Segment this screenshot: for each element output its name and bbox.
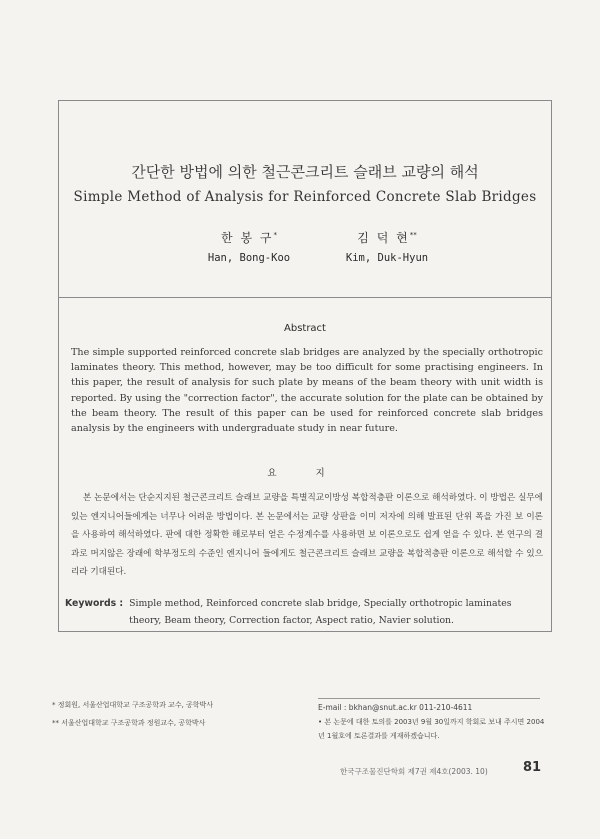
author-2	[327, 229, 447, 264]
contact-box	[318, 698, 548, 743]
keywords-text: Simple method, Reinforced concrete slab bridge, Specially orthotropic laminates theory, Beam theory, Correction factor, Aspect ratio, Navier solution.	[129, 598, 512, 626]
author-1	[189, 229, 309, 264]
title-english: Simple Method of Analysis for Reinforced Concrete Slab Bridges	[73, 189, 537, 205]
title-korean: 간단한 방법에 의한 철근콘크리트 슬래브 교량의 해석	[131, 163, 479, 181]
journal-footer: 한국구조물진단학회 제7권 제4호(2003. 10)	[340, 767, 488, 776]
summary-text: 본 논문에서는 단순지지된 철근콘크리트 슬래브 교량을 특별직교이방성 복합적층판 이론으로 해석하였다. 이 방법은 실무에 있는 엔지니어들에게는 너무나 어려운 방법이다. 본 논문에서는 교량 상판을 이미 저자에 의해 발표된 단위 폭을 가진 보 이론을 사용하여 해석하였다. 판에 대한 정확한 해로부터 얻은 수정계수를 사용하면 보 이론으로도 쉽게 얻을 수 있다. 본 연구의 결과로 머지않은 장래에 학부정도의 수준인 엔지니어 들에게도 철근콘크리트 슬래브 교량을 복합적층판 이론으로 해석할 수 있으리라 기대된다.	[71, 493, 543, 577]
abstract-heading: Abstract	[284, 323, 326, 334]
title-frame	[58, 100, 552, 632]
keywords-label: Keywords :	[65, 598, 124, 609]
keywords	[65, 595, 545, 629]
author-2-name-en: Kim, Duk-Hyun	[345, 252, 429, 264]
contact-rule	[318, 698, 540, 699]
summary-heading: 요 지	[267, 468, 343, 479]
page-number: 81	[523, 760, 542, 775]
author-1-name-en: Han, Bong-Koo	[207, 252, 291, 264]
abstract-text: The simple supported reinforced concrete slab bridges are analyzed by the specially orthotropic laminates theory. This method, however, may be too difficult for some practising engineers. In this paper, the result of analysis for such plate by means of the beam theory with unit width is reported. By using the "correction factor", the accurate solution for the plate can be obtained by the beam theory. The result of this paper can be used for reinforced concrete slab bridges analysis by the engineers with undergraduate study in near future.	[71, 347, 543, 435]
author-1-name-ko: 한 봉 구	[221, 231, 274, 245]
contact-note: • 본 논문에 대한 토의를 2003년 9월 30일까지 학회로 보내 주시면 2004년 1월호에 토론결과를 게재하겠습니다.	[318, 718, 545, 740]
author-2-name-ko: 김 덕 현	[357, 231, 410, 245]
footnote-2: ** 서울산업대학교 구조공학과 정원교수, 공학박사	[52, 719, 206, 727]
footnotes	[52, 700, 282, 736]
author-1-mark: *	[273, 231, 277, 239]
contact-email: E-mail : bkhan@snut.ac.kr 011-210-4611	[318, 703, 473, 712]
footnote-1: * 정회원, 서울산업대학교 구조공학과 교수, 공학박사	[52, 701, 214, 709]
section-divider	[59, 297, 551, 298]
author-2-mark: **	[409, 231, 417, 239]
